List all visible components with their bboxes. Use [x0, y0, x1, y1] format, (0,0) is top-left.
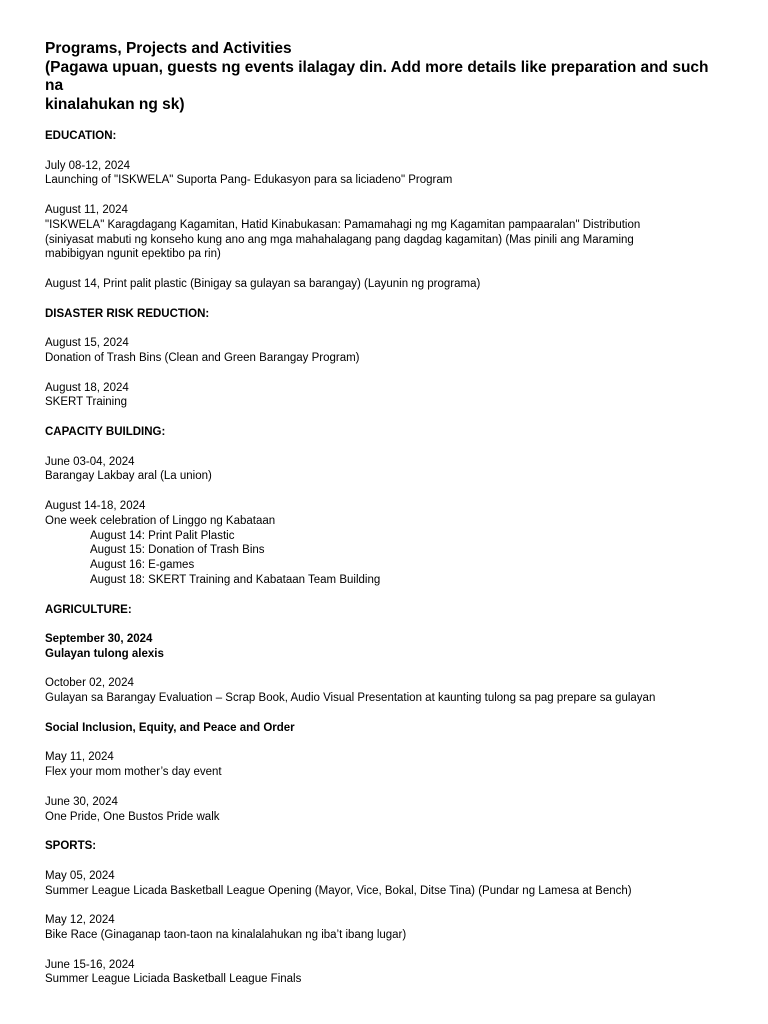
section-heading-social-inclusion: Social Inclusion, Equity, and Peace and Order	[45, 721, 295, 734]
entry-date: May 12, 2024	[45, 914, 115, 927]
sub-item: August 14: Print Palit Plastic	[90, 529, 235, 542]
entry-date: June 30, 2024	[45, 795, 118, 808]
document-body	[45, 129, 728, 987]
title-line-3: kinalahukan ng sk)	[45, 95, 185, 113]
entry-text: One Pride, One Bustos Pride walk	[45, 810, 220, 823]
entry-text: Gulayan tulong alexis	[45, 647, 164, 660]
section-heading-sports: SPORTS:	[45, 840, 97, 853]
entry-text: Donation of Trash Bins (Clean and Green Barangay Program)	[45, 351, 360, 364]
entry-text: Summer League Liciada Basketball League Finals	[45, 973, 302, 986]
entry-date: August 14-18, 2024	[45, 499, 146, 512]
entry-date: September 30, 2024	[45, 633, 153, 646]
entry-date: June 15-16, 2024	[45, 958, 135, 971]
entry-text: Launching of "ISKWELA" Suporta Pang- Edukasyon para sa liciadeno" Program	[45, 174, 453, 187]
entry-date: May 05, 2024	[45, 869, 115, 882]
entry-text: mabibigyan ngunit epektibo pa rin)	[45, 248, 221, 261]
entry-date: May 11, 2024	[45, 751, 114, 764]
entry-date: October 02, 2024	[45, 677, 134, 690]
sub-item: August 16: E-games	[90, 559, 195, 572]
entry-text: Barangay Lakbay aral (La union)	[45, 470, 212, 483]
section-heading-education: EDUCATION:	[45, 130, 117, 142]
entry-date: August 11, 2024	[45, 203, 128, 216]
entry-date: August 15, 2024	[45, 337, 129, 350]
section-heading-agriculture: AGRICULTURE:	[45, 603, 132, 616]
title-line-2: (Pagawa upuan, guests ng events ilalagay din. Add more details like preparation and such na	[45, 58, 709, 94]
sub-item: August 18: SKERT Training and Kabataan Team Building	[90, 573, 381, 586]
entry-text: Flex your mom mother’s day event	[45, 766, 222, 779]
entry-text: (siniyasat mabuti ng konseho kung ano ang mga mahahalagang pang dagdag kagamitan) (Mas pinili ang Maraming	[45, 233, 634, 246]
entry-text: Gulayan sa Barangay Evaluation – Scrap Book, Audio Visual Presentation at kaunting tulong sa pag prepare sa gulayan	[45, 692, 656, 705]
document-title	[45, 40, 728, 114]
section-heading-capacity-building: CAPACITY BUILDING:	[45, 425, 166, 438]
entry-text: SKERT Training	[45, 396, 128, 409]
title-line-1: Programs, Projects and Activities	[45, 40, 292, 57]
entry-text: Summer League Licada Basketball League Opening (Mayor, Vice, Bokal, Ditse Tina) (Pundar ng Lamesa at Bench)	[45, 884, 632, 897]
entry-date: August 18, 2024	[45, 381, 129, 394]
entry-text: "ISKWELA" Karagdagang Kagamitan, Hatid Kinabukasan: Pamamahagi ng mg Kagamitan pampaaralan" Distribution	[45, 218, 641, 231]
section-heading-disaster-risk-reduction: DISASTER RISK REDUCTION:	[45, 307, 210, 320]
entry-text: One week celebration of Linggo ng Kabataan	[45, 514, 276, 527]
entry-text: Bike Race (Ginaganap taon-taon na kinalalahukan ng iba’t ibang lugar)	[45, 929, 407, 942]
entry-text: August 14, Print palit plastic (Binigay sa gulayan sa barangay) (Layunin ng programa)	[45, 277, 481, 290]
entry-date: June 03-04, 2024	[45, 455, 135, 468]
entry-date: July 08-12, 2024	[45, 159, 131, 172]
sub-item: August 15: Donation of Trash Bins	[90, 544, 265, 557]
